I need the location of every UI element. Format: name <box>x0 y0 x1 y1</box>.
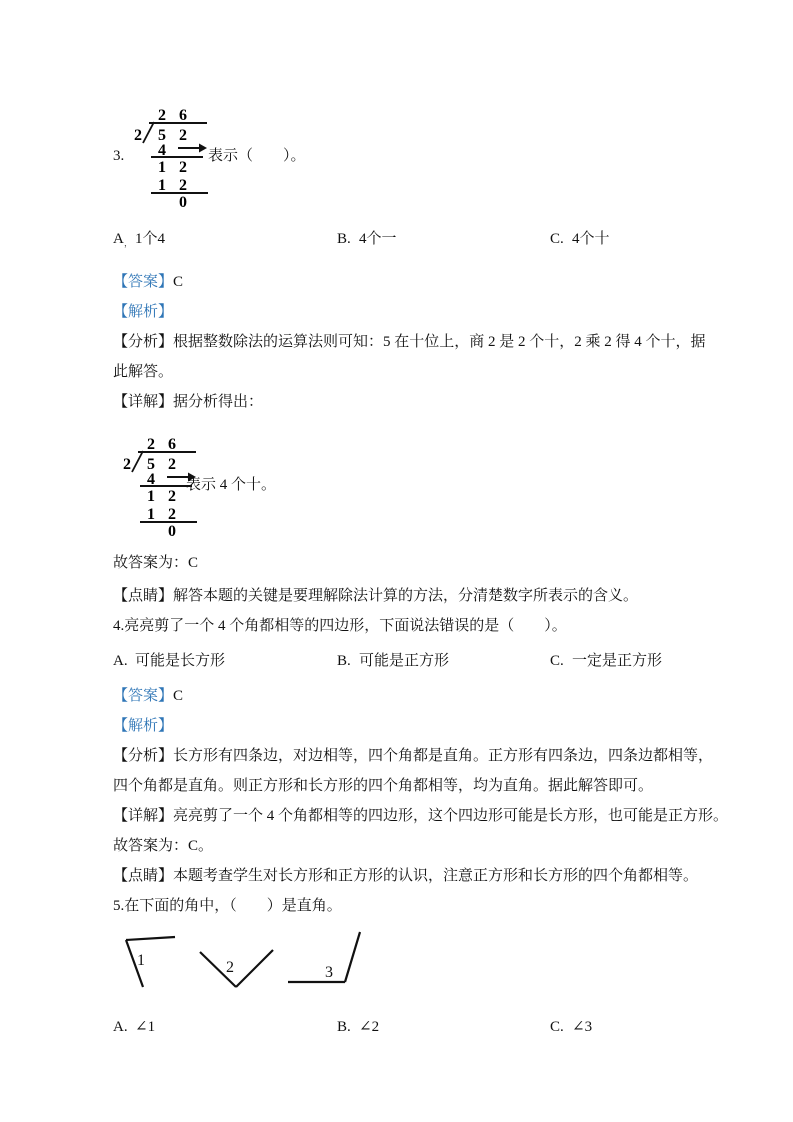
question4-xiangjie: 【详解】亮亮剪了一个 4 个角都相等的四边形，这个四边形可能是长方形，也可能是正方形。 <box>113 808 729 824</box>
option-b-text: 可能是正方形 <box>359 653 450 669</box>
question3-conclusion: 故答案为：C <box>113 555 199 571</box>
option-a-text: 1个4 <box>135 231 166 247</box>
analysis-label: 【解析】 <box>113 304 174 320</box>
option-c-text: 4个十 <box>572 231 610 247</box>
question3-fenxi-line2: 此解答。 <box>113 364 174 380</box>
divisor: 2 <box>123 456 131 473</box>
question3-analysis-label <box>113 297 698 327</box>
dividend-tens: 5 <box>147 456 155 473</box>
quotient-ones: 6 <box>179 107 187 124</box>
analysis-label: 【解析】 <box>113 718 174 734</box>
remainder2-ones: 2 <box>179 177 187 194</box>
option-c <box>550 646 662 676</box>
option-b <box>337 224 397 254</box>
question3-detail-figure-block <box>113 429 698 540</box>
option-c-text: ∠3 <box>572 1019 593 1035</box>
option-c-label: C. <box>550 231 564 247</box>
question3-answer-line <box>113 267 698 297</box>
dividend-ones: 2 <box>168 456 176 473</box>
question3-text: 表示（ ）。 <box>208 148 306 164</box>
option-b <box>337 646 449 676</box>
question4-number: 4. <box>113 618 125 634</box>
option-b-text: ∠2 <box>359 1019 380 1035</box>
question4-dianjing: 【点睛】本题考查学生对长方形和正方形的认识，注意正方形和长方形的四个角都相等。 <box>113 868 699 884</box>
question3-figure-block <box>113 100 698 210</box>
angle-1-ray-horizontal <box>126 937 175 940</box>
divisor: 2 <box>134 127 142 144</box>
option-c-text: 一定是正方形 <box>572 653 663 669</box>
question4-stem: 亮亮剪了一个 4 个角都相等的四边形，下面说法错误的是（ ）。 <box>124 618 567 634</box>
option-b <box>337 1012 379 1042</box>
question5-number: 5. <box>113 898 125 914</box>
remainder1-tens: 1 <box>158 159 166 176</box>
subtract-tens: 4 <box>147 471 155 488</box>
remainder2-ones: 2 <box>168 506 176 523</box>
long-division-figure <box>133 102 213 210</box>
angle-2-label: 2 <box>226 959 234 976</box>
option-b-label: B. <box>337 1019 351 1035</box>
remainder2-tens: 1 <box>158 177 166 194</box>
angle-2-ray-right <box>236 950 273 987</box>
remainder2-tens: 1 <box>147 506 155 523</box>
quotient-tens: 2 <box>158 107 166 124</box>
option-b-label: B. <box>337 653 351 669</box>
question4-fenxi-line2: 四个角都是直角。则正方形和长方形的四个角都相等，均为直角。据此解答即可。 <box>113 778 654 794</box>
option-a-label: A. <box>113 1019 128 1035</box>
dividend-tens: 5 <box>158 127 166 144</box>
angle-3-label: 3 <box>325 964 333 981</box>
option-b-text: 4个一 <box>359 231 397 247</box>
dividend-ones: 2 <box>179 127 187 144</box>
remainder1-ones: 2 <box>179 159 187 176</box>
question4-conclusion: 故答案为：C。 <box>113 838 214 854</box>
option-a-label: A <box>113 231 124 247</box>
option-b-label: B. <box>337 231 351 247</box>
option-a-label: A. <box>113 653 128 669</box>
option-c-label: C. <box>550 653 564 669</box>
answer-label: 【答案】 <box>113 274 174 290</box>
angle-1-figure <box>126 937 175 987</box>
pointer-arrow-head <box>199 144 207 153</box>
option-a-text: 可能是长方形 <box>135 653 226 669</box>
angle-3-figure <box>288 932 360 982</box>
answer-value: C <box>173 688 184 704</box>
question3-options <box>113 224 698 254</box>
option-a <box>113 1012 155 1042</box>
answer-value: C <box>173 274 184 290</box>
quotient-ones: 6 <box>168 436 176 453</box>
division-bracket-slash <box>132 451 143 472</box>
angles-figure <box>113 929 383 1007</box>
option-a-text: ∠1 <box>135 1019 156 1035</box>
question4-text <box>113 611 698 641</box>
question5-text <box>113 891 698 921</box>
question4-answer-line <box>113 681 698 711</box>
document-content <box>113 0 729 1042</box>
question5-options <box>113 1012 698 1042</box>
result-zero: 0 <box>179 194 187 211</box>
question5-stem: 在下面的角中，（ ）是直角。 <box>124 898 342 914</box>
angle-1-label: 1 <box>137 952 145 969</box>
option-c <box>550 224 610 254</box>
quotient-tens: 2 <box>147 436 155 453</box>
option-c-label: C. <box>550 1019 564 1035</box>
result-zero: 0 <box>168 523 176 540</box>
question4-options <box>113 646 698 676</box>
question3-number: 3. <box>113 148 125 164</box>
question3-fenxi-line1: 【分析】根据整数除法的运算法则可知：5 在十位上，商 2 是 2 个十，2 乘 2 得 4 个十，据 <box>113 334 706 350</box>
remainder1-ones: 2 <box>168 488 176 505</box>
answer-label: 【答案】 <box>113 688 174 704</box>
division-bracket-slash <box>143 122 154 143</box>
figure-caption: 表示 4 个十。 <box>186 477 277 493</box>
angle-3-ray-up <box>345 932 360 982</box>
stray-mark: ， <box>124 238 134 248</box>
remainder1-tens: 1 <box>147 488 155 505</box>
option-c <box>550 1012 592 1042</box>
question4-fenxi-line1: 【分析】长方形有四条边，对边相等，四个角都是直角。正方形有四条边，四条边都相等， <box>113 748 714 764</box>
subtract-tens: 4 <box>158 142 166 159</box>
question3-xiangjie: 【详解】据分析得出： <box>113 394 264 410</box>
option-a <box>113 224 165 254</box>
question3-dianjing: 【点睛】解答本题的关键是要理解除法计算的方法，分清楚数字所表示的含义。 <box>113 588 639 604</box>
angle-2-figure <box>200 950 273 987</box>
question4-analysis-label <box>113 711 698 741</box>
option-a <box>113 646 225 676</box>
